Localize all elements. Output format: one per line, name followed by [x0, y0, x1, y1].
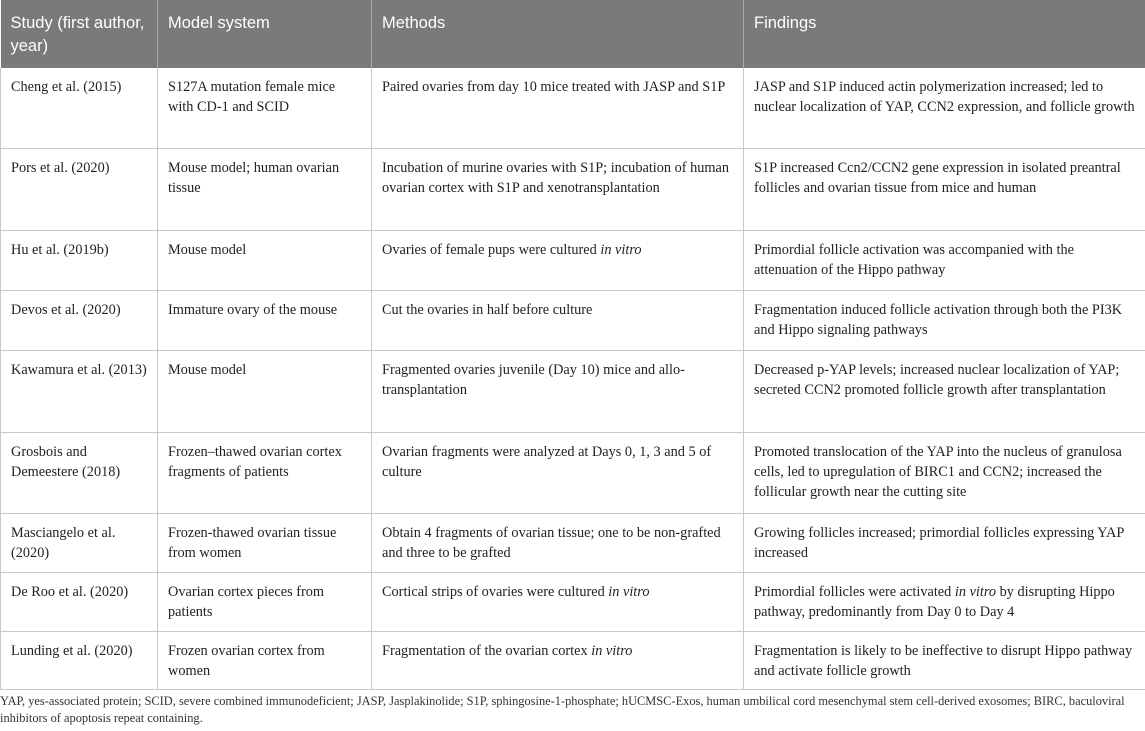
methods-text: Cortical strips of ovaries were cultured [382, 583, 609, 600]
cell-study: Kawamura et al. (2013) [1, 350, 158, 432]
header-findings: Findings [744, 0, 1145, 68]
cell-study: Cheng et al. (2015) [1, 68, 158, 148]
header-model-system: Model system [158, 0, 372, 68]
cell-findings: S1P increased Ccn2/CCN2 gene expression in isolated preantral follicles and ovarian tissue from mice and human [744, 148, 1145, 230]
table-row [1, 432, 1145, 513]
header-row [1, 0, 1145, 68]
cell-methods: Ovarian fragments were analyzed at Days 0, 1, 3 and 5 of culture [372, 432, 744, 513]
table-row [1, 572, 1145, 631]
cell-model: Mouse model; human ovarian tissue [158, 148, 372, 230]
cell-study: Devos et al. (2020) [1, 290, 158, 350]
cell-findings: Fragmentation induced follicle activation through both the PI3K and Hippo signaling pathways [744, 290, 1145, 350]
cell-study: Grosbois and Demeestere (2018) [1, 432, 158, 513]
cell-methods: Fragmented ovaries juvenile (Day 10) mice and allo-transplantation [372, 350, 744, 432]
table-row [1, 631, 1145, 689]
cell-findings: Primordial follicle activation was accompanied with the attenuation of the Hippo pathway [744, 230, 1145, 290]
cell-findings [744, 572, 1145, 631]
cell-findings: Decreased p-YAP levels; increased nuclear localization of YAP; secreted CCN2 promoted follicle growth after transplantation [744, 350, 1145, 432]
cell-model: Frozen ovarian cortex from women [158, 631, 372, 689]
methods-text: Ovaries of female pups were cultured [382, 241, 601, 258]
table-row [1, 290, 1145, 350]
cell-methods: Obtain 4 fragments of ovarian tissue; one to be non-grafted and three to be grafted [372, 513, 744, 572]
methods-italic: in vitro [608, 583, 650, 600]
cell-model: Immature ovary of the mouse [158, 290, 372, 350]
cell-findings: JASP and S1P induced actin polymerization increased; led to nuclear localization of YAP, CCN2 expression, and follicle growth [744, 68, 1145, 148]
table-row [1, 148, 1145, 230]
cell-methods [372, 230, 744, 290]
cell-model: S127A mutation female mice with CD-1 and SCID [158, 68, 372, 148]
methods-text: Fragmentation of the ovarian cortex [382, 642, 592, 659]
table-body [1, 68, 1145, 689]
cell-study: De Roo et al. (2020) [1, 572, 158, 631]
header-study: Study (first author, year) [1, 0, 158, 68]
cell-findings: Fragmentation is likely to be ineffective to disrupt Hippo pathway and activate follicle growth [744, 631, 1145, 689]
table-row [1, 513, 1145, 572]
table-row [1, 68, 1145, 148]
findings-italic: in vitro [954, 583, 997, 600]
cell-methods: Paired ovaries from day 10 mice treated with JASP and S1P [372, 68, 744, 148]
cell-findings: Promoted translocation of the YAP into the nucleus of granulosa cells, led to upregulation of BIRC1 and CCN2; increased the follicular growth near the cutting site [744, 432, 1145, 513]
cell-study: Pors et al. (2020) [1, 148, 158, 230]
cell-model: Mouse model [158, 350, 372, 432]
cell-study: Hu et al. (2019b) [1, 230, 158, 290]
findings-text-end: by disrupting Hippo pathway, predominantly from Day 0 to Day 4 [754, 583, 1115, 620]
table-footnote: YAP, yes-associated protein; SCID, severe combined immunodeficient; JASP, Jasplakinolide; S1P, sphingosine-1-phosphate; hUCMSC-Exos, human umbilical cord mesenchymal stem cell-derived exosomes; BIRC, baculoviral inhibitors of apoptosis repeat containing. [0, 694, 1125, 725]
table-row [1, 230, 1145, 290]
cell-study: Masciangelo et al. (2020) [1, 513, 158, 572]
header-methods: Methods [372, 0, 744, 68]
cell-study: Lunding et al. (2020) [1, 631, 158, 689]
cell-methods [372, 572, 744, 631]
cell-model: Mouse model [158, 230, 372, 290]
cell-model: Ovarian cortex pieces from patients [158, 572, 372, 631]
cell-methods [372, 631, 744, 689]
methods-italic: in vitro [600, 241, 642, 258]
cell-methods: Cut the ovaries in half before culture [372, 290, 744, 350]
cell-model: Frozen–thawed ovarian cortex fragments of patients [158, 432, 372, 513]
table-header [1, 0, 1145, 68]
cell-model: Frozen-thawed ovarian tissue from women [158, 513, 372, 572]
cell-findings: Growing follicles increased; primordial follicles expressing YAP increased [744, 513, 1145, 572]
cell-methods: Incubation of murine ovaries with S1P; incubation of human ovarian cortex with S1P and xenotransplantation [372, 148, 744, 230]
table-row [1, 350, 1145, 432]
findings-text: Primordial follicles were activated [754, 583, 955, 600]
methods-italic: in vitro [591, 642, 633, 659]
